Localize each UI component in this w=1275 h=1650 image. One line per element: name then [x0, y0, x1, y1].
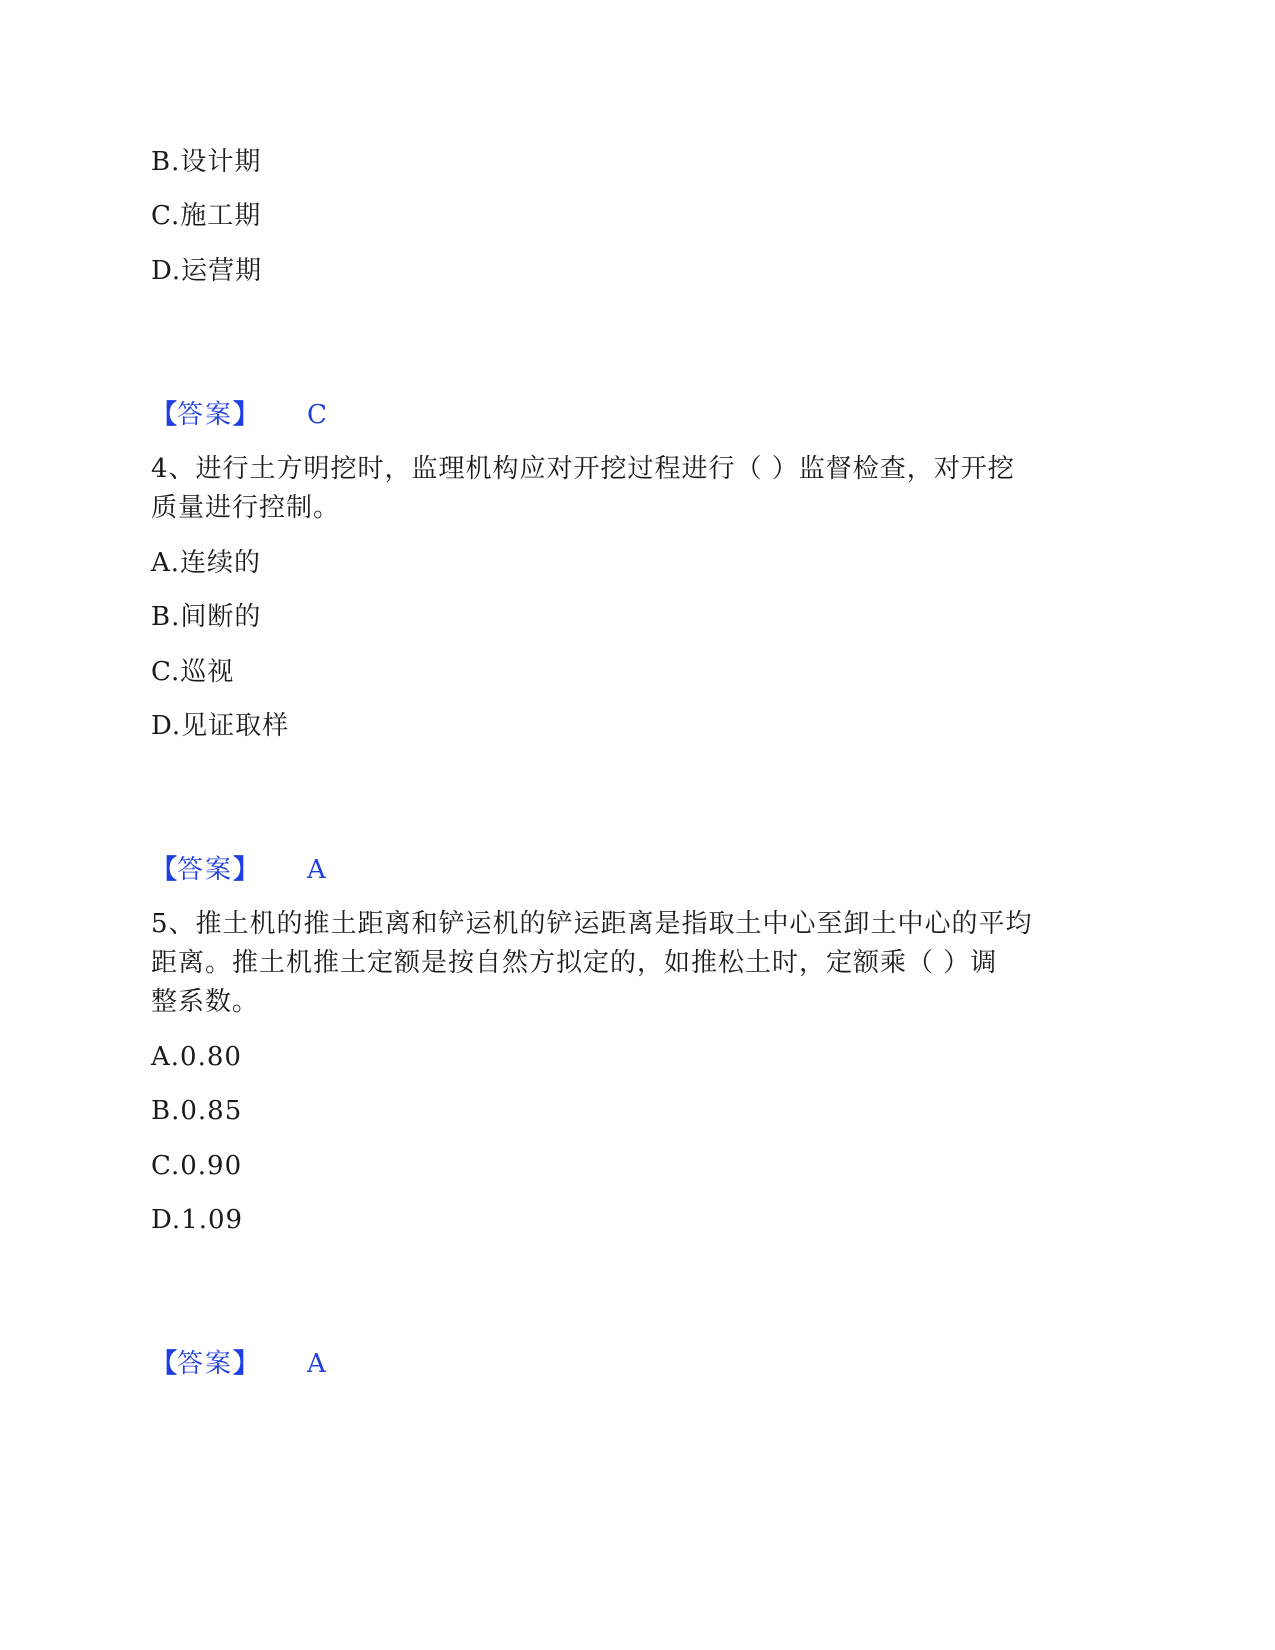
q3-option-d: D.运营期 [151, 256, 263, 286]
answer-bracket-open: 【 [151, 855, 178, 885]
q3-option-b: B.设计期 [151, 147, 262, 177]
q5-option-b: B.0.85 [151, 1096, 243, 1126]
q3-option-c: C.施工期 [151, 201, 262, 231]
q5-answer [151, 1344, 326, 1384]
q5-stem-line-3: 整系数。 [151, 987, 260, 1017]
q4-option-c: C.巡视 [151, 657, 235, 687]
answer-label: 答案 [177, 855, 234, 885]
answer-bracket-close: 】 [233, 1349, 260, 1379]
q4-answer-value: A [307, 855, 326, 885]
q3-answer [151, 395, 327, 435]
answer-bracket-open: 【 [151, 400, 178, 430]
q4-option-d: D.见证取样 [151, 711, 290, 741]
answer-bracket-close: 】 [233, 855, 260, 885]
q5-stem-line-2: 距离。推土机推土定额是按自然方拟定的，如推松土时，定额乘（ ）调 [151, 948, 998, 978]
q5-stem-line-1: 5、推土机的推土距离和铲运机的铲运距离是指取土中心至卸土中心的平均 [151, 909, 1033, 939]
q3-answer-value: C [307, 400, 327, 430]
q5-option-d: D.1.09 [151, 1205, 244, 1235]
q4-stem-line-1: 4、进行土方明挖时，监理机构应对开挖过程进行（ ）监督检查，对开挖 [151, 454, 1015, 484]
q4-stem-line-2: 质量进行控制。 [151, 493, 341, 523]
q4-option-a: A.连续的 [151, 548, 262, 578]
answer-bracket-close: 】 [233, 400, 260, 430]
q5-answer-value: A [307, 1349, 326, 1379]
q5-option-c: C.0.90 [151, 1151, 243, 1181]
q5-option-a: A.0.80 [151, 1042, 242, 1072]
answer-label: 答案 [177, 400, 234, 430]
answer-bracket-open: 【 [151, 1349, 178, 1379]
q4-answer [151, 850, 326, 890]
answer-label: 答案 [177, 1349, 234, 1379]
q4-option-b: B.间断的 [151, 602, 262, 632]
